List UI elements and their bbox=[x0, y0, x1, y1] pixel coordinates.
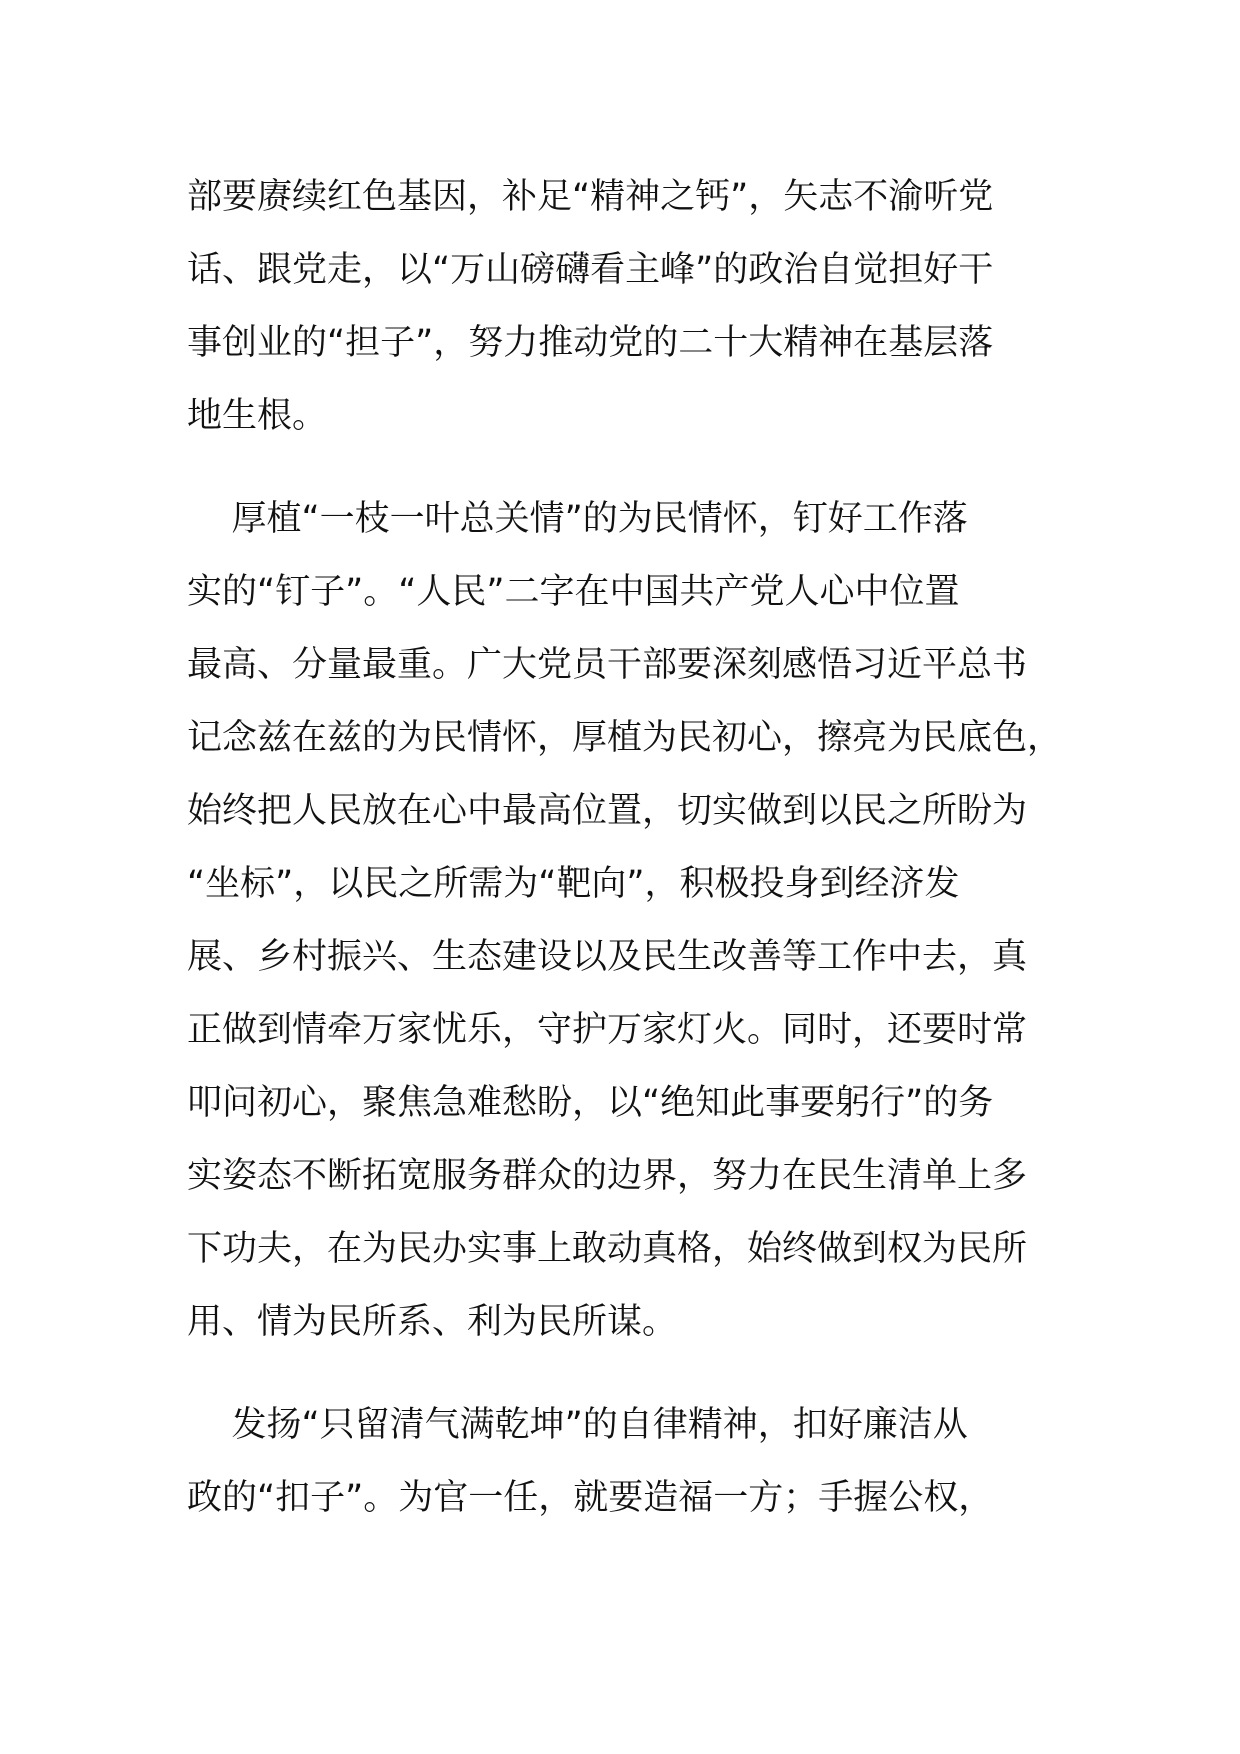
text-line: 厚植“一枝一叶总关情”的为民情怀，钉好工作落 bbox=[187, 499, 968, 539]
text-line: 下功夫，在为民办实事上敢动真格，始终做到权为民所 bbox=[187, 1229, 1028, 1269]
text-line: 实的“钉子”。“人民”二字在中国共产党人心中位置 bbox=[187, 572, 960, 612]
text-line: 实姿态不断拓宽服务群众的边界，努力在民生清单上多 bbox=[187, 1156, 1028, 1196]
text-line: 记念兹在兹的为民情怀，厚植为民初心，擦亮为民底色， bbox=[187, 718, 1063, 758]
text-line: 政的“扣子”。为官一任，就要造福一方；手握公权， bbox=[187, 1478, 994, 1518]
text-line: 发扬“只留清气满乾坤”的自律精神，扣好廉洁从 bbox=[187, 1405, 968, 1445]
text-line: 事创业的“担子”，努力推动党的二十大精神在基层落 bbox=[187, 323, 994, 363]
text-line: 用、情为民所系、利为民所谋。 bbox=[187, 1302, 678, 1342]
text-line: 话、跟党走，以“万山磅礴看主峰”的政治自觉担好干 bbox=[187, 250, 994, 290]
text-line: 地生根。 bbox=[187, 396, 328, 436]
text-line: 正做到情牵万家忧乐，守护万家灯火。同时，还要时常 bbox=[187, 1010, 1028, 1050]
text-line: 部要赓续红色基因，补足“精神之钙”，矢志不渝听党 bbox=[187, 177, 994, 217]
text-line: 叩问初心，聚焦急难愁盼，以“绝知此事要躬行”的务 bbox=[187, 1083, 994, 1123]
text-line: 展、乡村振兴、生态建设以及民生改善等工作中去，真 bbox=[187, 937, 1028, 977]
text-line: 始终把人民放在心中最高位置，切实做到以民之所盼为 bbox=[187, 791, 1028, 831]
text-line: “坐标”，以民之所需为“靶向”，积极投身到经济发 bbox=[187, 864, 960, 904]
text-line: 最高、分量最重。广大党员干部要深刻感悟习近平总书 bbox=[187, 645, 1028, 685]
